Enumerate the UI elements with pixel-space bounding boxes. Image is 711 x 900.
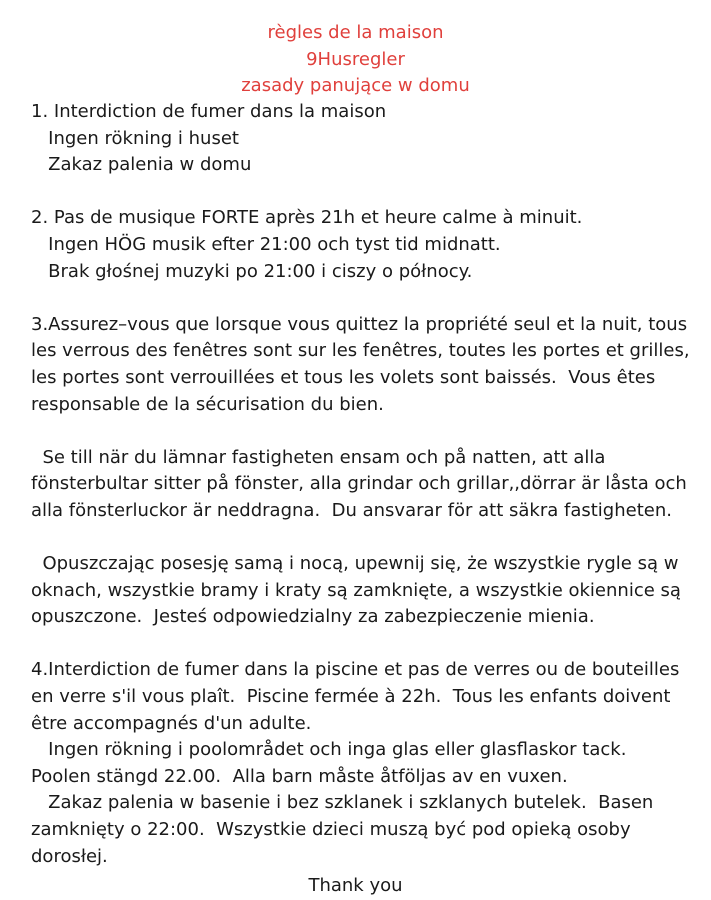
rule-3-swedish [31,445,701,525]
rule-3-line: Se till när du lämnar fastigheten ensam och på natten, att alla [31,446,606,468]
rule-1-line: 1. Interdiction de fumer dans la maison [31,101,387,122]
rule-4 [31,657,701,870]
rule-1-line: Zakaz palenia w domu [31,154,252,176]
rule-1-line: Ingen rökning i huset [31,127,239,149]
rule-4-line: 4.Interdiction de fumer dans la piscine et pas de verres ou de bouteilles [31,659,680,681]
rule-2-line: 2. Pas de musique FORTE après 21h et heure calme à minuit. [31,207,583,229]
rules-body [31,99,701,870]
paragraph-gap [31,525,701,552]
title-french: règles de la maison [267,22,444,43]
rule-3-line: 3.Assurez–vous que lorsque vous quittez la propriété seul et la nuit, tous [31,313,688,335]
rule-3-line: alla fönsterluckor är neddragna. Du ansvarar för att säkra fastigheten. [31,499,672,521]
closing-thank-you: Thank you [308,875,403,896]
rule-4-line: zamknięty o 22:00. Wszystkie dzieci muszą być pod opieką osoby [31,819,631,841]
paragraph-gap [31,285,701,312]
title-swedish: 9Husregler [306,48,405,70]
rule-3-french [31,312,701,418]
paragraph-gap [31,631,701,658]
rule-3-line: oknach, wszystkie bramy i kraty są zamknięte, a wszystkie okiennice są [31,579,681,601]
rule-3-line: Opuszczając posesję samą i nocą, upewnij się, że wszystkie rygle są w [31,553,679,575]
rule-4-line: Poolen stängd 22.00. Alla barn måste åtföljas av en vuxen. [31,765,568,787]
rule-4-line: en verre s'il vous plaît. Piscine fermée à 22h. Tous les enfants doivent [31,686,671,708]
rule-2-line: Ingen HÖG musik efter 21:00 och tyst tid midnatt. [31,233,501,255]
rule-2 [31,205,701,285]
rule-4-line: être accompagnés d'un adulte. [31,712,312,734]
rule-4-line: dorosłej. [31,845,108,867]
rule-3-line: responsable de la sécurisation du bien. [31,393,384,415]
rule-4-line: Ingen rökning i poolområdet och inga glas eller glasflaskor tack. [31,739,627,761]
paragraph-gap [31,179,701,206]
rule-4-line: Zakaz palenia w basenie i bez szklanek i szklanych butelek. Basen [31,792,654,814]
paragraph-gap [31,418,701,445]
rule-3-polish [31,551,701,631]
rule-3-line: fönsterbultar sitter på fönster, alla grindar och grillar,,dörrar är låsta och [31,473,687,495]
rule-2-line: Brak głośnej muzyki po 21:00 i ciszy o północy. [31,260,473,282]
rule-1 [31,99,701,179]
rule-3-line: les verrous des fenêtres sont sur les fenêtres, toutes les portes et grilles, [31,340,690,362]
rule-3-line: les portes sont verrouillées et tous les volets sont baissés. Vous êtes [31,366,656,388]
title-block [0,20,711,100]
rule-3-line: opuszczone. Jesteś odpowiedzialny za zabezpieczenie mienia. [31,606,595,628]
title-polish: zasady panujące w domu [241,75,470,97]
